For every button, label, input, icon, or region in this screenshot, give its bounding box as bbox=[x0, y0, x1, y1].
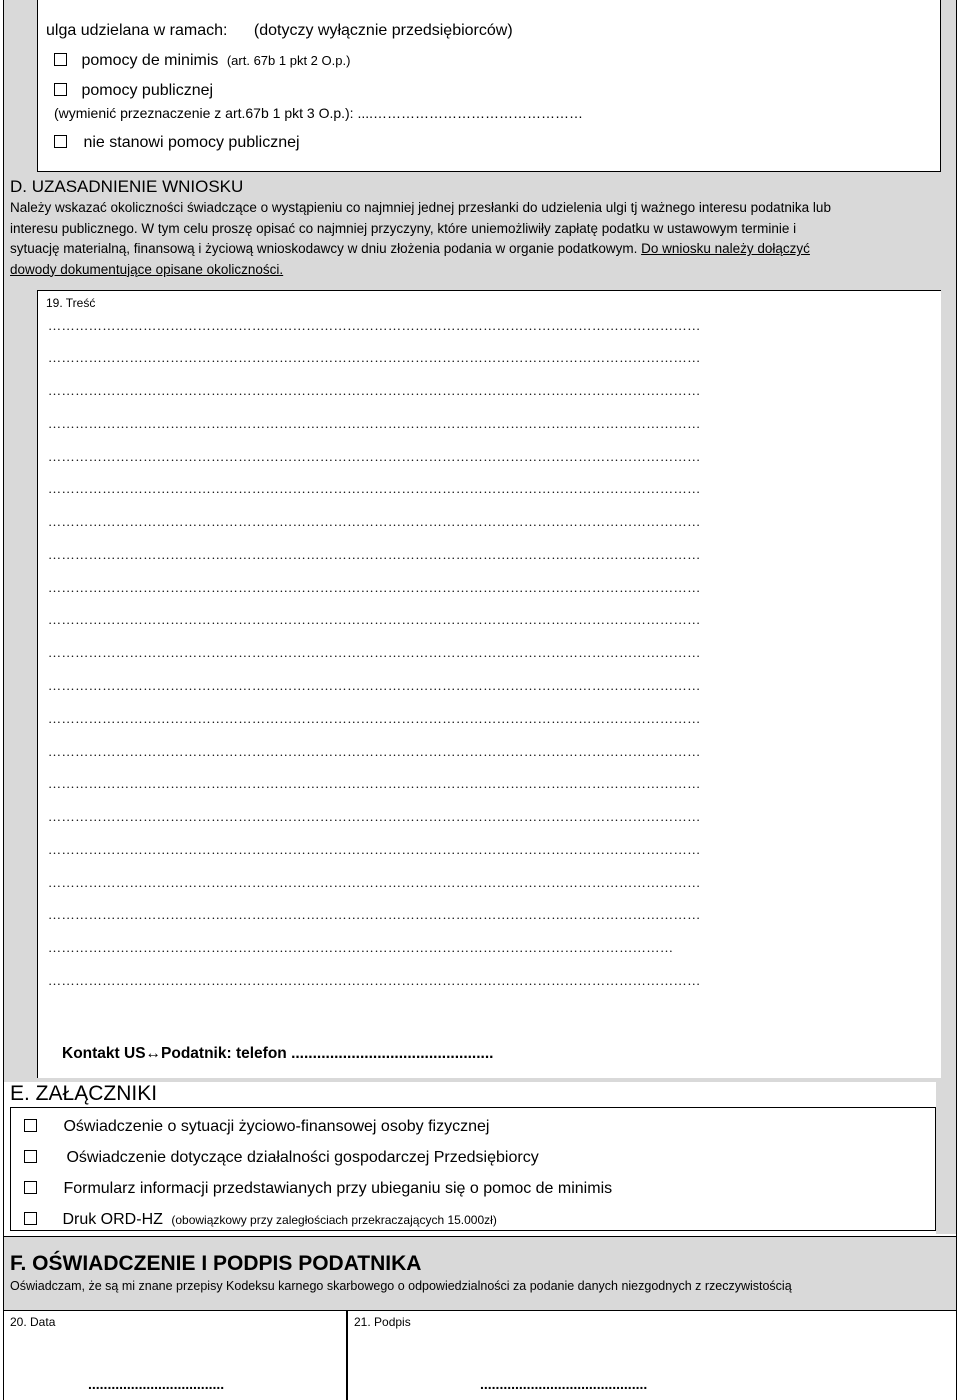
dotted-line: ……………………………………………………………………………………………………………………………… bbox=[48, 350, 701, 365]
dotted-line: ……………………………………………………………………………………………………………………………… bbox=[48, 318, 701, 333]
instructions-line-2: interesu publicznego. W tym celu proszę opisać co najmniej przyczyny, które uniemożliwiły zapłatę podatku w ustawowym terminie i bbox=[10, 220, 797, 236]
option-de-minimis[interactable] bbox=[54, 52, 350, 70]
section-f-statement: Oświadczam, że są mi znane przepisy Kodeksu karnego skarbowego o odpowiedzialności za podanie danych niezgodnych z rzeczywistością bbox=[10, 1279, 792, 1293]
section-c-margin bbox=[4, 0, 37, 172]
signature-divider bbox=[346, 1310, 348, 1400]
instructions-line-1: Należy wskazać okoliczności świadczące o wystąpieniu co najmniej jednej przesłanki do udzielenia ulgi tj ważnego interesu podatnika lub bbox=[10, 200, 831, 215]
aid-intro: ulga udzielana w ramach: bbox=[46, 22, 228, 39]
instructions-attach-note-1: Do wniosku należy dołączyć bbox=[641, 241, 810, 256]
justification-field-label: 19. Treść bbox=[46, 296, 96, 310]
dotted-line: ………………………………………………………………………………………………………………………… bbox=[48, 940, 674, 955]
dotted-line: ……………………………………………………………………………………………………………………………… bbox=[48, 383, 701, 398]
contact-phone-line[interactable]: Kontakt US↔Podatnik: telefon ............................................... bbox=[62, 1045, 494, 1062]
dotted-line: ……………………………………………………………………………………………………………………………… bbox=[48, 514, 701, 529]
section-d-title: D. UZASADNIENIE WNIOSKU bbox=[10, 177, 244, 196]
signature-field[interactable]: ........................................... bbox=[480, 1376, 648, 1392]
dotted-line: ……………………………………………………………………………………………………………………………… bbox=[48, 776, 701, 791]
dotted-line: ……………………………………………………………………………………………………………………………… bbox=[48, 711, 701, 726]
section-e-title: E. ZAŁĄCZNIKI bbox=[10, 1082, 158, 1105]
dotted-line: ……………………………………………………………………………………………………………………………… bbox=[48, 744, 701, 759]
option-no-public-aid[interactable] bbox=[54, 134, 300, 152]
dotted-line: ……………………………………………………………………………………………………………………………… bbox=[48, 809, 701, 824]
section-d-instructions bbox=[10, 198, 950, 280]
instructions-attach-note-2: dowody dokumentujące opisane okoliczności. bbox=[10, 261, 284, 277]
dotted-line: ……………………………………………………………………………………………………………………………… bbox=[48, 875, 701, 890]
attachment-item[interactable] bbox=[24, 1149, 539, 1167]
dotted-line: ……………………………………………………………………………………………………………………………… bbox=[48, 580, 701, 595]
attachment-note: (obowiązkowy przy zaległościach przekraczających 15.000zł) bbox=[171, 1213, 497, 1227]
checkbox-no-public-aid[interactable] bbox=[54, 135, 67, 148]
option-de-minimis-label: pomocy de minimis bbox=[81, 52, 219, 69]
instructions-line-3 bbox=[10, 239, 950, 260]
section-f-title: F. OŚWIADCZENIE I PODPIS PODATNIKA bbox=[10, 1252, 422, 1275]
dotted-line: ……………………………………………………………………………………………………………………………… bbox=[48, 612, 701, 627]
checkbox-public-aid[interactable] bbox=[54, 83, 67, 96]
dotted-line: ……………………………………………………………………………………………………………………………… bbox=[48, 449, 701, 464]
option-de-minimis-ref: (art. 67b 1 pkt 2 O.p.) bbox=[226, 53, 351, 68]
checkbox-de-minimis[interactable] bbox=[54, 53, 67, 66]
option-public-aid-label: pomocy publicznej bbox=[81, 82, 214, 99]
dotted-line: ……………………………………………………………………………………………………………………………… bbox=[48, 842, 701, 857]
dotted-line: ……………………………………………………………………………………………………………………………… bbox=[48, 645, 701, 660]
option-no-public-aid-label: nie stanowi pomocy publicznej bbox=[83, 134, 300, 151]
section-c-right-margin bbox=[940, 0, 956, 172]
section-e-right-margin bbox=[936, 1082, 956, 1234]
aid-intro-row bbox=[46, 22, 513, 40]
attachment-checkbox[interactable] bbox=[24, 1119, 37, 1132]
option-public-aid[interactable] bbox=[54, 82, 213, 100]
instructions-line-4 bbox=[10, 260, 950, 281]
dotted-line: ……………………………………………………………………………………………………………………………… bbox=[48, 973, 701, 988]
dotted-line: ……………………………………………………………………………………………………………………………… bbox=[48, 907, 701, 922]
attachment-item[interactable] bbox=[24, 1180, 612, 1198]
aid-intro-note: (dotyczy wyłącznie przedsiębiorców) bbox=[253, 22, 513, 39]
attachment-checkbox[interactable] bbox=[24, 1212, 37, 1225]
attachment-label: Oświadczenie o sytuacji życiowo-finansowej osoby fizycznej bbox=[63, 1118, 490, 1135]
dotted-line: ……………………………………………………………………………………………………………………………… bbox=[48, 481, 701, 496]
attachment-label: Formularz informacji przedstawianych przy ubieganiu się o pomoc de minimis bbox=[63, 1180, 613, 1197]
attachment-checkbox[interactable] bbox=[24, 1181, 37, 1194]
dotted-line: ……………………………………………………………………………………………………………………………… bbox=[48, 416, 701, 431]
attachment-checkbox[interactable] bbox=[24, 1150, 37, 1163]
option-public-aid-purpose: (wymienić przeznaczenie z art.67b 1 pkt 3 O.p.): ....……………………………………… bbox=[54, 105, 584, 121]
attachment-label: Oświadczenie dotyczące działalności gospodarczej Przedsiębiorcy bbox=[66, 1149, 539, 1166]
attachment-item[interactable] bbox=[24, 1118, 489, 1136]
dotted-line: ……………………………………………………………………………………………………………………………… bbox=[48, 547, 701, 562]
dotted-line: ……………………………………………………………………………………………………………………………… bbox=[48, 678, 701, 693]
date-field-label: 20. Data bbox=[10, 1315, 56, 1329]
attachment-label: Druk ORD-HZ bbox=[62, 1211, 163, 1228]
instructions-line-3-text: sytuację materialną, finansową i życiową wnioskodawcy w dniu złożenia podania w organie podatkowym. bbox=[10, 241, 638, 256]
signature-field-label: 21. Podpis bbox=[354, 1315, 411, 1329]
attachment-item[interactable] bbox=[24, 1211, 497, 1229]
date-field[interactable]: ................................... bbox=[88, 1376, 225, 1392]
